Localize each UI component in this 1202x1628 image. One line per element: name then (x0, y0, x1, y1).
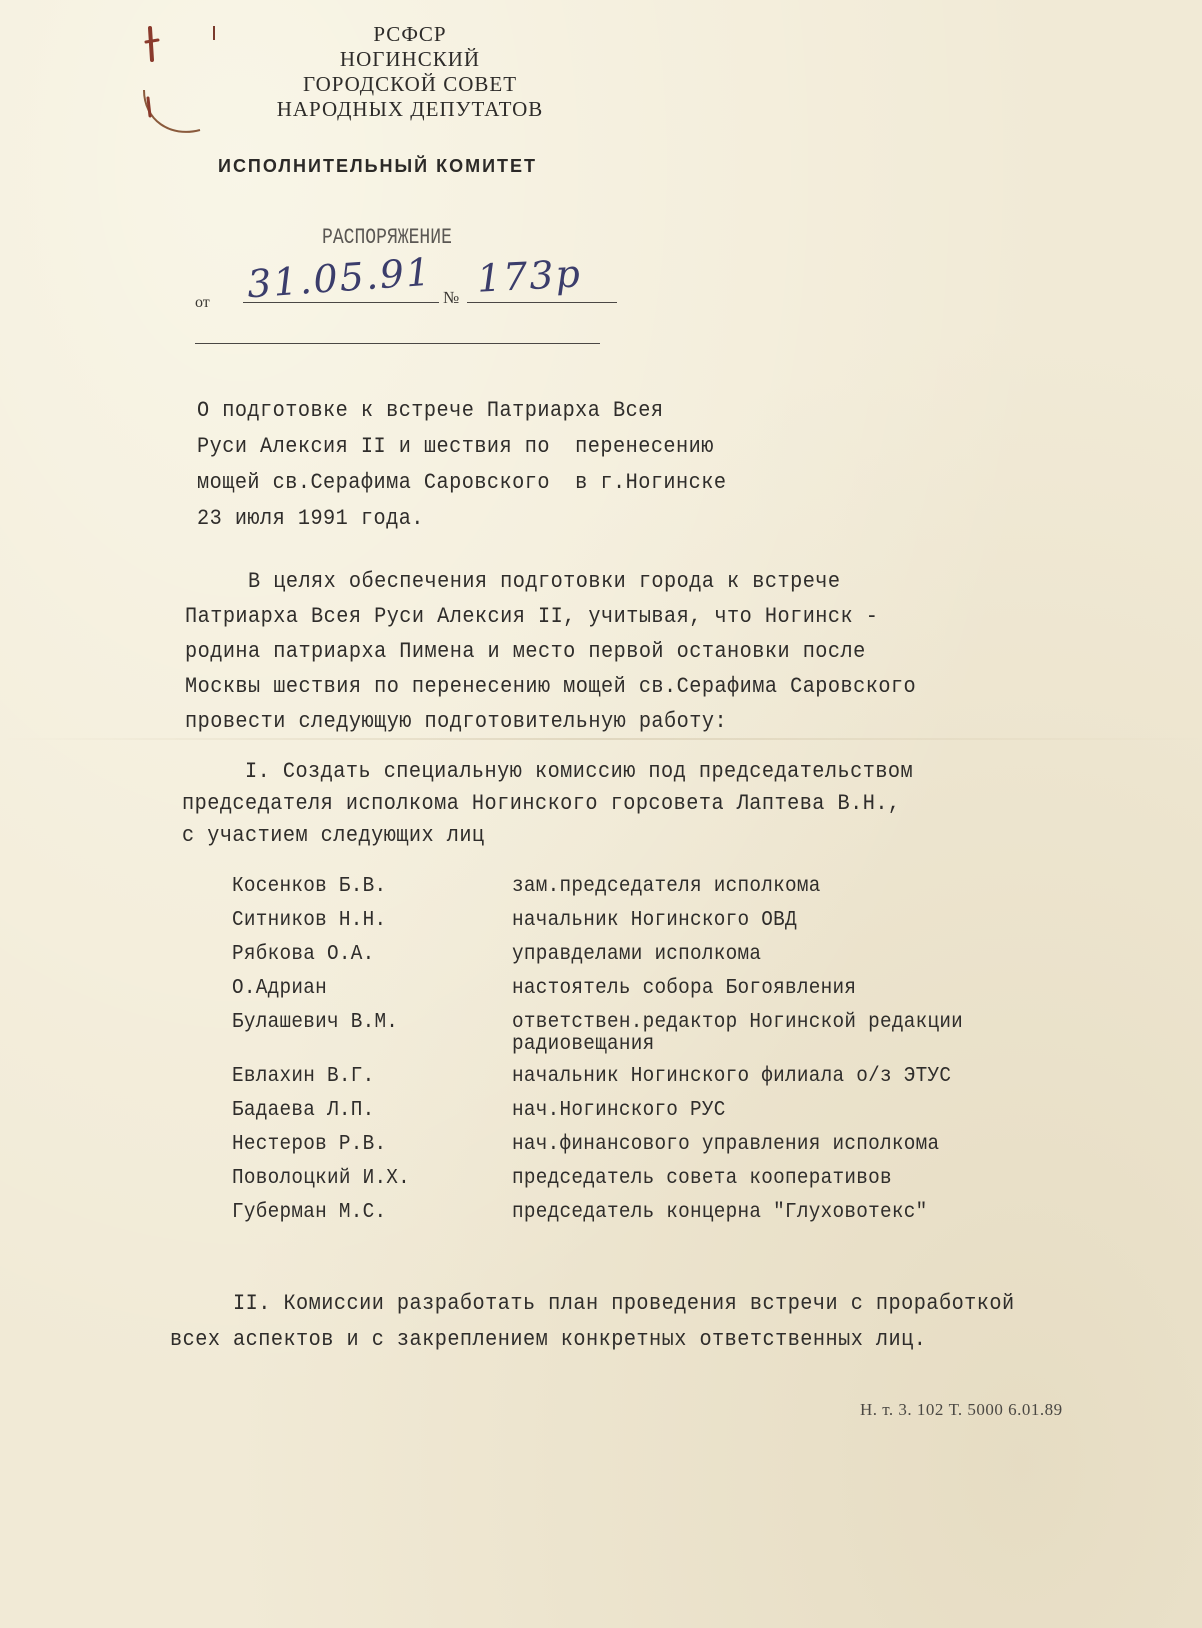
subject-line: 23 июля 1991 года. (197, 506, 424, 531)
member-name: О.Адриан (232, 977, 327, 1000)
document-type: РАСПОРЯЖЕНИЕ (322, 225, 452, 250)
member-row (232, 1060, 1112, 1094)
body-line: провести следующую подготовительную работу: (185, 709, 728, 734)
member-name: Булашевич В.М. (232, 1011, 399, 1034)
number-label: № (443, 288, 460, 307)
member-role: нач.финансового управления исполкома (512, 1133, 940, 1156)
item1-line: с участием следующих лиц (182, 823, 485, 848)
item1-line: председателя исполкома Ногинского горсовета Лаптева В.Н., (182, 791, 901, 816)
body-line: Москвы шествия по перенесению мощей св.Серафима Саровского (185, 674, 917, 699)
date-number-row (195, 249, 635, 312)
header-line-council: ГОРОДСКОЙ СОВЕТ (302, 72, 518, 96)
member-row (232, 1006, 1112, 1060)
item1-line: I. Создать специальную комиссию под председательством (182, 759, 914, 784)
member-role: управделами исполкома (512, 943, 762, 966)
issuer-header (250, 22, 570, 122)
subject-line: мощей св.Серафима Саровского в г.Ногинске (197, 470, 727, 495)
date-label: от (195, 294, 210, 311)
item2-line: II. Комиссии разработать план проведения встречи с проработкой (170, 1291, 1015, 1316)
member-name: Нестеров Р.В. (232, 1133, 387, 1156)
number-underline (467, 302, 617, 303)
handwritten-number: 173р (475, 251, 583, 301)
print-code: Н. т. 3. 102 Т. 5000 6.01.89 (860, 1400, 1063, 1419)
member-name: Губерман М.С. (232, 1201, 387, 1224)
member-name: Косенков Б.В. (232, 875, 387, 898)
subject-line: Руси Алексия II и шествия по перенесению (197, 434, 714, 459)
member-name: Бадаева Л.П. (232, 1099, 375, 1122)
member-row (232, 1128, 1112, 1162)
body-line: Патриарха Всея Руси Алексия II, учитывая, что Ногинск - (185, 604, 879, 629)
member-name: Евлахин В.Г. (232, 1065, 375, 1088)
committee-title: ИСПОЛНИТЕЛЬНЫЙ КОМИТЕТ (218, 156, 538, 176)
item-1-paragraph (182, 756, 1082, 852)
member-name: Ситников Н.Н. (232, 909, 387, 932)
date-underline (243, 302, 439, 303)
member-role: зам.председателя исполкома (512, 875, 821, 898)
header-line-deputies: НАРОДНЫХ ДЕПУТАТОВ (276, 97, 544, 121)
handwritten-date: 31.05.91 (245, 249, 434, 307)
member-name: Поволоцкий И.Х. (232, 1167, 411, 1190)
member-role: председатель совета кооперативов (512, 1167, 892, 1190)
body-line: В целях обеспечения подготовки города к встрече (185, 569, 841, 594)
subject-line: О подготовке к встрече Патриарха Всея (197, 398, 664, 423)
member-role: начальник Ногинского ОВД (512, 909, 797, 932)
member-row (232, 1162, 1112, 1196)
member-row (232, 972, 1112, 1006)
member-role: начальник Ногинского филиала о/з ЭТУС (512, 1065, 952, 1088)
commission-members-list (232, 870, 1112, 1230)
header-line-rsfsr: РСФСР (373, 22, 447, 46)
member-row (232, 938, 1112, 972)
member-row (232, 904, 1112, 938)
member-name: Рябкова О.А. (232, 943, 375, 966)
member-role: председатель концерна "Глуховотекс" (512, 1201, 928, 1224)
header-line-city: НОГИНСКИЙ (339, 47, 481, 71)
preamble-paragraph (185, 564, 1085, 739)
body-line: родина патриарха Пимена и место первой остановки после (185, 639, 866, 664)
subject-block (197, 393, 897, 537)
member-row (232, 870, 1112, 904)
member-row (232, 1196, 1112, 1230)
ink-mark-icon (140, 20, 220, 140)
item2-line: всех аспектов и с закреплением конкретных ответственных лиц. (170, 1327, 927, 1352)
item-2-paragraph (170, 1286, 1160, 1358)
member-role: нач.Ногинского РУС (512, 1099, 726, 1122)
header-rule (195, 343, 600, 344)
member-row (232, 1094, 1112, 1128)
member-role: настоятель собора Богоявления (512, 977, 857, 1000)
member-role: ответствен.редактор Ногинской редакции радиовещания (512, 1011, 964, 1056)
